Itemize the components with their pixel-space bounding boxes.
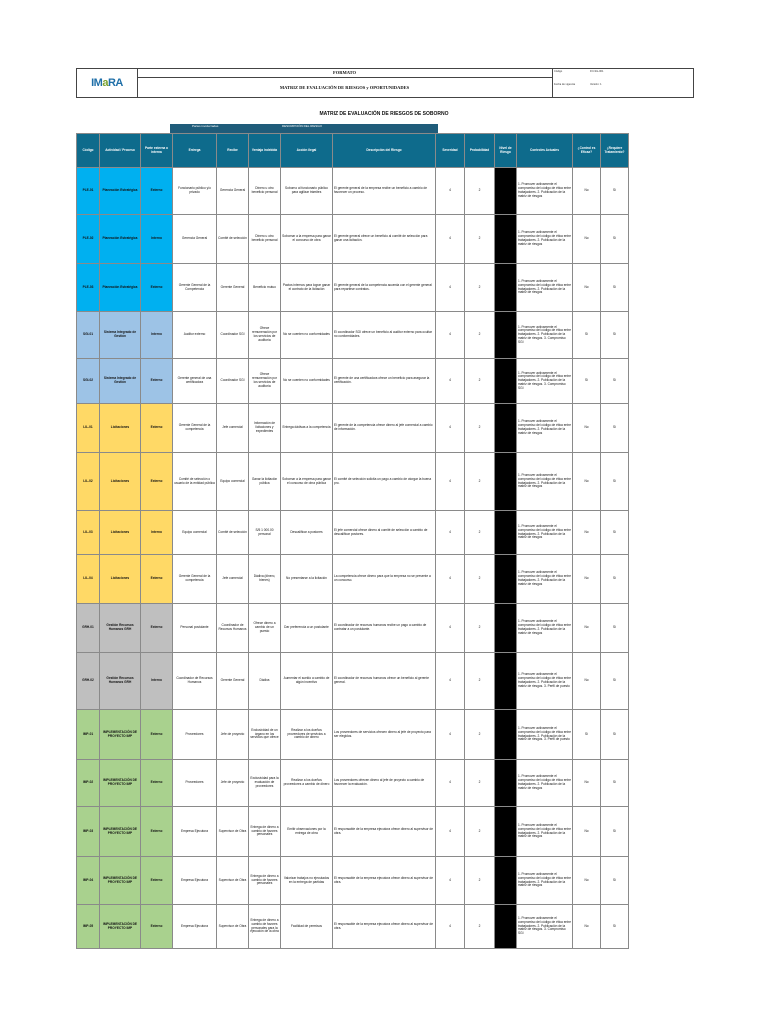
cell-receives: Supervisor de Obra — [217, 905, 249, 949]
table-row — [77, 857, 629, 905]
cell-controls: 1. Promover activamente el compromiso del código de ética entre trabajadores. 2. Publicación de la matriz de riesgos — [517, 760, 573, 807]
cell-action: Realizar a los dueños proveedores a cambio de dinero — [281, 760, 333, 807]
column-header: Recibe — [217, 134, 249, 168]
column-header: Acción ilegal — [281, 134, 333, 168]
cell-advantage: Dinero u otro beneficio personal — [249, 215, 281, 264]
document-header — [76, 68, 694, 98]
cell-sev: 4 — [436, 312, 465, 359]
cell-effective: Sí — [573, 312, 601, 359]
cell-party: Externo — [141, 760, 173, 807]
cell-prob: 2 — [465, 359, 495, 404]
risk-level-cell — [495, 264, 517, 312]
cell-sev: 4 — [436, 760, 465, 807]
cell-process: Licitaciones — [100, 404, 141, 453]
cell-code: IMP-03 — [77, 807, 100, 857]
cell-receives: Supervisor de Obra — [217, 857, 249, 905]
cell-controls: 1. Promover activamente el compromiso del código de ética entre trabajadores. 2. Publicación de la matriz de riesgos — [517, 857, 573, 905]
column-header: Probabilidad — [465, 134, 495, 168]
cell-controls: 1. Promover activamente el compromiso del código de ética entre trabajadores. 2. Publicación de la matriz de riesgos. 3. Compromiso SGI — [517, 359, 573, 404]
cell-party: Interno — [141, 653, 173, 710]
cell-controls: 1. Promover activamente el compromiso del código de ética entre trabajadores. 2. Publicación de la matriz de riesgos — [517, 168, 573, 215]
cell-process: Planeación Estratégica — [100, 215, 141, 264]
cell-treatment: Sí — [601, 312, 629, 359]
table-row — [77, 807, 629, 857]
cell-code: LIL-02 — [77, 453, 100, 511]
cell-advantage: Dádiva — [249, 653, 281, 710]
cell-process: Sistema Integrado de Gestión — [100, 359, 141, 404]
cell-code: LIL-03 — [77, 511, 100, 555]
cell-sev: 4 — [436, 653, 465, 710]
cell-action: Realizar a los dueños proveedores de servicios a cambio de dinero — [281, 710, 333, 760]
cell-description: Los proveedores de servicios ofrecen dinero al jefe de proyecto para ser elegidos. — [333, 710, 436, 760]
cell-code: IMP-04 — [77, 857, 100, 905]
cell-treatment: Sí — [601, 653, 629, 710]
cell-sev: 4 — [436, 453, 465, 511]
cell-effective: No — [573, 604, 601, 653]
column-header: Nivel de Riesgo — [495, 134, 517, 168]
cell-party: Externo — [141, 168, 173, 215]
cell-prob: 2 — [465, 404, 495, 453]
cell-receives: Gerente General — [217, 264, 249, 312]
cell-advantage: Dinero u otro beneficio personal — [249, 168, 281, 215]
cell-treatment: Sí — [601, 555, 629, 604]
cell-gives: Auditor externo — [173, 312, 217, 359]
table-row — [77, 760, 629, 807]
cell-effective: No — [573, 168, 601, 215]
cell-gives: Funcionario público y/o privado — [173, 168, 217, 215]
cell-action: No se cuenten no conformidades — [281, 359, 333, 404]
cell-advantage: Exclusividad para la evaluación de proveedores — [249, 760, 281, 807]
cell-process: IMPLEMENTACIÓN DE PROYECTO IMP — [100, 857, 141, 905]
column-header: Controles Actuales — [517, 134, 573, 168]
risk-level-cell — [495, 312, 517, 359]
cell-receives: Jefe comercial — [217, 404, 249, 453]
cell-treatment: Sí — [601, 604, 629, 653]
cell-receives: Gerente General — [217, 653, 249, 710]
cell-process: Sistema Integrado de Gestión — [100, 312, 141, 359]
cell-action: No se cuenten no conformidades — [281, 312, 333, 359]
column-header: Actividad / Proceso — [100, 134, 141, 168]
cell-description: El coordinador SGI ofrece un beneficio al auditor externo para ocultar no conformidades. — [333, 312, 436, 359]
risk-level-cell — [495, 168, 517, 215]
cell-treatment: Sí — [601, 710, 629, 760]
cell-prob: 2 — [465, 760, 495, 807]
column-header: Severidad — [436, 134, 465, 168]
cell-advantage: Información de licitaciones y expedientes — [249, 404, 281, 453]
cell-gives: Proveedores — [173, 710, 217, 760]
table-row — [77, 511, 629, 555]
cell-party: Interno — [141, 511, 173, 555]
cell-action: Pactos internos para lograr ganar el contrato de la licitación — [281, 264, 333, 312]
cell-action: Descalificar a postores — [281, 511, 333, 555]
cell-sev: 4 — [436, 807, 465, 857]
company-logo: IMaRA — [77, 69, 138, 97]
cell-effective: No — [573, 760, 601, 807]
cell-code: PLE-03 — [77, 264, 100, 312]
cell-code: GRH-01 — [77, 604, 100, 653]
risk-level-cell — [495, 807, 517, 857]
cell-sev: 4 — [436, 264, 465, 312]
cell-controls: 1. Promover activamente el compromiso del código de ética entre trabajadores. 2. Publicación de la matriz de riesgos — [517, 453, 573, 511]
cell-action: Facilidad de permisos — [281, 905, 333, 949]
risk-level-cell — [495, 404, 517, 453]
risk-level-cell — [495, 710, 517, 760]
risk-level-cell — [495, 760, 517, 807]
cell-sev: 4 — [436, 857, 465, 905]
cell-process: IMPLEMENTACIÓN DE PROYECTO IMP — [100, 710, 141, 760]
cell-receives: Gerencia General — [217, 168, 249, 215]
cell-effective: No — [573, 555, 601, 604]
cell-code: LIL-01 — [77, 404, 100, 453]
cell-description: La competencia ofrece dinero para que la empresa no se presente a un concurso. — [333, 555, 436, 604]
cell-effective: No — [573, 807, 601, 857]
cell-process: Gestión Recursos Humanos GRH — [100, 604, 141, 653]
cell-sev: 4 — [436, 215, 465, 264]
cell-code: IMP-02 — [77, 760, 100, 807]
cell-treatment: Sí — [601, 404, 629, 453]
cell-action: Entrega dádivas a la competencia — [281, 404, 333, 453]
cell-description: Los proveedores ofrecen dinero al jefe de proyecto a cambio de favorecer la evaluación. — [333, 760, 436, 807]
cell-process: IMPLEMENTACIÓN DE PROYECTO IMP — [100, 905, 141, 949]
cell-party: Externo — [141, 453, 173, 511]
cell-prob: 2 — [465, 905, 495, 949]
cell-receives: Supervisor de Obra — [217, 807, 249, 857]
cell-receives: Jefe de proyecto — [217, 710, 249, 760]
cell-gives: Empresa Ejecutora — [173, 807, 217, 857]
cell-controls: 1. Promover activamente el compromiso del código de ética entre trabajadores. 2. Publicación de la matriz de riesgos — [517, 604, 573, 653]
table-row — [77, 404, 629, 453]
cell-description: El coordinador de recursos humanos recibe un pago a cambio de contratar a un postulante. — [333, 604, 436, 653]
cell-party: Externo — [141, 404, 173, 453]
cell-code: LIL-04 — [77, 555, 100, 604]
table-row — [77, 312, 629, 359]
cell-code: PLE-02 — [77, 215, 100, 264]
cell-action: Soborno al funcionario público para agilizar trámites — [281, 168, 333, 215]
cell-advantage: Ganar la licitación pública — [249, 453, 281, 511]
cell-effective: No — [573, 653, 601, 710]
cell-code: SGI-01 — [77, 312, 100, 359]
cell-prob: 2 — [465, 555, 495, 604]
cell-prob: 2 — [465, 807, 495, 857]
cell-gives: Gerente General de la competencia — [173, 555, 217, 604]
column-header: ¿Control es Eficaz? — [573, 134, 601, 168]
cell-party: Externo — [141, 359, 173, 404]
cell-controls: 1. Promover activamente el compromiso del código de ética entre trabajadores. 2. Publicación de la matriz de riesgos. 3. Compromiso SGI — [517, 905, 573, 949]
cell-prob: 2 — [465, 710, 495, 760]
column-header: Código — [77, 134, 100, 168]
cell-treatment: Sí — [601, 760, 629, 807]
cell-treatment: Sí — [601, 807, 629, 857]
cell-sev: 4 — [436, 555, 465, 604]
cell-description: El gerente general ofrece un beneficio al comité de selección para ganar una licitación. — [333, 215, 436, 264]
risk-matrix-table — [76, 133, 629, 949]
risk-level-cell — [495, 511, 517, 555]
cell-advantage: Ofrece remuneración por los servicios de auditoría — [249, 359, 281, 404]
cell-gives: Gerencia General — [173, 215, 217, 264]
cell-sev: 4 — [436, 404, 465, 453]
cell-process: Gestión Recursos Humanos GRH — [100, 653, 141, 710]
cell-effective: Sí — [573, 710, 601, 760]
risk-level-cell — [495, 653, 517, 710]
cell-code: GRH-02 — [77, 653, 100, 710]
cell-receives: Coordinador SGI — [217, 359, 249, 404]
cell-gives: Personal postulante — [173, 604, 217, 653]
risk-level-cell — [495, 215, 517, 264]
cell-action: Emitir observaciones por la entrega de obra — [281, 807, 333, 857]
cell-advantage: Exclusividad de un órgano en los servicios que ofrece — [249, 710, 281, 760]
cell-description: El jefe comercial ofrece dinero al comité de selección a cambio de descalificar postores. — [333, 511, 436, 555]
cell-prob: 2 — [465, 857, 495, 905]
cell-gives: Gerente General de la Competencia — [173, 264, 217, 312]
risk-level-cell — [495, 555, 517, 604]
cell-gives: Gerente General de la competencia — [173, 404, 217, 453]
table-row — [77, 168, 629, 215]
cell-advantage: Beneficio mutuo — [249, 264, 281, 312]
cell-gives: Gerente general de una certificadora — [173, 359, 217, 404]
column-header: Parte externa o interna — [141, 134, 173, 168]
cell-process: Planeación Estratégica — [100, 264, 141, 312]
cell-party: Externo — [141, 555, 173, 604]
cell-code: SGI-02 — [77, 359, 100, 404]
cell-gives: Comité de selección o usuario de la entidad pública — [173, 453, 217, 511]
cell-treatment: Sí — [601, 511, 629, 555]
table-row — [77, 453, 629, 511]
cell-controls: 1. Promover activamente el compromiso del código de ética entre trabajadores. 2. Publicación de la matriz de riesgos. 3. Perfil de puesto — [517, 653, 573, 710]
cell-code: IMP-01 — [77, 710, 100, 760]
cell-sev: 4 — [436, 604, 465, 653]
cell-action: Dar preferencia a un postulante — [281, 604, 333, 653]
cell-advantage: Dádiva (dinero, bienes) — [249, 555, 281, 604]
cell-receives: Coordinador SGI — [217, 312, 249, 359]
cell-receives: Equipo comercial — [217, 453, 249, 511]
cell-process: IMPLEMENTACIÓN DE PROYECTO IMP — [100, 807, 141, 857]
cell-treatment: Sí — [601, 215, 629, 264]
cell-action: No presentarse a la licitación — [281, 555, 333, 604]
cell-controls: 1. Promover activamente el compromiso del código de ética entre trabajadores. 2. Publicación de la matriz de riesgos — [517, 215, 573, 264]
cell-gives: Empresa Ejecutora — [173, 905, 217, 949]
cell-party: Externo — [141, 857, 173, 905]
cell-prob: 2 — [465, 264, 495, 312]
cell-advantage: Entrega de dinero a cambio de favores personales — [249, 857, 281, 905]
column-header: Ventaja indebida — [249, 134, 281, 168]
cell-advantage: Entrega de dinero a cambio de favores personales para la ejecución de la obra — [249, 905, 281, 949]
cell-party: Interno — [141, 215, 173, 264]
cell-action: Sobornar a la empresa para ganar el concurso de obra pública — [281, 453, 333, 511]
cell-description: El coordinador de recursos humanos ofrece un beneficio al gerente general. — [333, 653, 436, 710]
cell-code: IMP-05 — [77, 905, 100, 949]
cell-treatment: Sí — [601, 905, 629, 949]
column-header: Entrega — [173, 134, 217, 168]
column-header: Descripción del Riesgo — [333, 134, 436, 168]
cell-treatment: Sí — [601, 453, 629, 511]
table-row — [77, 604, 629, 653]
cell-receives: Jefe comercial — [217, 555, 249, 604]
cell-description: El comité de selección solicita un pago a cambio de otorgar la buena pro. — [333, 453, 436, 511]
cell-controls: 1. Promover activamente el compromiso del código de ética entre trabajadores. 2. Publicación de la matriz de riesgos — [517, 807, 573, 857]
cell-party: Externo — [141, 807, 173, 857]
cell-advantage: Ofrece dinero a cambio de un puesto — [249, 604, 281, 653]
cell-process: Licitaciones — [100, 453, 141, 511]
cell-receives: Comité de selección — [217, 511, 249, 555]
cell-advantage: S/5 1 000.00 personal — [249, 511, 281, 555]
cell-action: Valorizar trabajos no ejecutados en la entrega de partidas — [281, 857, 333, 905]
cell-action: Aumentar el sueldo a cambio de algún incentivo — [281, 653, 333, 710]
cell-controls: 1. Promover activamente el compromiso del código de ética entre trabajadores. 2. Publicación de la matriz de riesgos — [517, 511, 573, 555]
cell-process: IMPLEMENTACIÓN DE PROYECTO IMP — [100, 760, 141, 807]
column-header: ¿Requiere Tratamiento? — [601, 134, 629, 168]
table-row — [77, 555, 629, 604]
cell-process: Planeación Estratégica — [100, 168, 141, 215]
table-row — [77, 359, 629, 404]
cell-receives: Coordinador de Recursos Humanos — [217, 604, 249, 653]
cell-description: El gerente de la competencia ofrece dinero al jefe comercial a cambio de información. — [333, 404, 436, 453]
cell-party: Externo — [141, 604, 173, 653]
cell-description: El responsable de la empresa ejecutora ofrece dinero al supervisor de obra. — [333, 905, 436, 949]
cell-advantage: Entrega de dinero a cambio de favores personales — [249, 807, 281, 857]
cell-action: Sobornar a la empresa para ganar el concurso de obra — [281, 215, 333, 264]
document-title: MATRIZ DE EVALUACIÓN DE RIESGOS y OPORTUNIDADES — [279, 85, 410, 90]
cell-effective: No — [573, 453, 601, 511]
cell-gives: Equipo comercial — [173, 511, 217, 555]
cell-controls: 1. Promover activamente el compromiso del código de ética entre trabajadores. 2. Publicación de la matriz de riesgos — [517, 555, 573, 604]
cell-controls: 1. Promover activamente el compromiso del código de ética entre trabajadores. 2. Publicación de la matriz de riesgos — [517, 264, 573, 312]
table-row — [77, 653, 629, 710]
cell-process: Licitaciones — [100, 511, 141, 555]
risk-level-cell — [495, 359, 517, 404]
cell-effective: Sí — [573, 359, 601, 404]
cell-treatment: Sí — [601, 264, 629, 312]
cell-effective: No — [573, 511, 601, 555]
cell-gives: Proveedores — [173, 760, 217, 807]
cell-prob: 2 — [465, 604, 495, 653]
cell-description: El gerente general de la competencia acuerda con el gerente general para repartirse contratos. — [333, 264, 436, 312]
cell-treatment: Sí — [601, 857, 629, 905]
table-row — [77, 905, 629, 949]
cell-prob: 2 — [465, 511, 495, 555]
table-row — [77, 264, 629, 312]
cell-controls: 1. Promover activamente el compromiso del código de ética entre trabajadores. 2. Publicación de la matriz de riesgos — [517, 404, 573, 453]
cell-process: Licitaciones — [100, 555, 141, 604]
cell-description: El gerente de una certificadora ofrece un beneficio para asegurar la certificación. — [333, 359, 436, 404]
cell-controls: 1. Promover activamente el compromiso del código de ética entre trabajadores. 2. Publicación de la matriz de riesgos. 3. Compromiso SGI — [517, 312, 573, 359]
document-meta: Código FO-SG-001 Fecha de vigencia Versión: 1 — [554, 70, 604, 86]
cell-party: Externo — [141, 264, 173, 312]
risk-level-cell — [495, 604, 517, 653]
cell-effective: No — [573, 404, 601, 453]
cell-effective: No — [573, 215, 601, 264]
page-title: MATRIZ DE EVALUACIÓN DE RIESGOS DE SOBORNO — [319, 111, 449, 117]
risk-level-cell — [495, 453, 517, 511]
cell-effective: No — [573, 857, 601, 905]
table-row — [77, 215, 629, 264]
format-label: FORMATO — [137, 69, 552, 78]
cell-sev: 4 — [436, 511, 465, 555]
cell-sev: 4 — [436, 905, 465, 949]
risk-level-cell — [495, 857, 517, 905]
cell-party: Externo — [141, 905, 173, 949]
cell-description: El responsable de la empresa ejecutora ofrece dinero al supervisor de obra. — [333, 857, 436, 905]
table-row — [77, 710, 629, 760]
cell-advantage: Ofrece remuneración por los servicios de auditoría — [249, 312, 281, 359]
cell-sev: 4 — [436, 168, 465, 215]
cell-receives: Jefe de proyecto — [217, 760, 249, 807]
group-header-band: Partes involucradas DESCRIPCIÓN DEL RIESGO — [170, 124, 438, 134]
cell-receives: Comité de selección — [217, 215, 249, 264]
cell-sev: 4 — [436, 710, 465, 760]
cell-prob: 2 — [465, 453, 495, 511]
cell-description: El responsable de la empresa ejecutora ofrece dinero al supervisor de obra. — [333, 807, 436, 857]
cell-prob: 2 — [465, 168, 495, 215]
cell-prob: 2 — [465, 215, 495, 264]
cell-code: PLE-01 — [77, 168, 100, 215]
cell-treatment: Sí — [601, 359, 629, 404]
cell-party: Externo — [141, 710, 173, 760]
risk-level-cell — [495, 905, 517, 949]
cell-gives: Empresa Ejecutora — [173, 857, 217, 905]
cell-effective: No — [573, 264, 601, 312]
cell-prob: 2 — [465, 653, 495, 710]
cell-gives: Coordinador de Recursos Humanos — [173, 653, 217, 710]
cell-description: El gerente general de la empresa recibe un beneficio a cambio de favorecer un proceso. — [333, 168, 436, 215]
cell-party: Interno — [141, 312, 173, 359]
cell-treatment: Sí — [601, 168, 629, 215]
cell-controls: 1. Promover activamente el compromiso del código de ética entre trabajadores. 2. Publicación de la matriz de riesgos. 3. Perfil de puesto — [517, 710, 573, 760]
cell-prob: 2 — [465, 312, 495, 359]
cell-sev: 4 — [436, 359, 465, 404]
cell-effective: No — [573, 905, 601, 949]
